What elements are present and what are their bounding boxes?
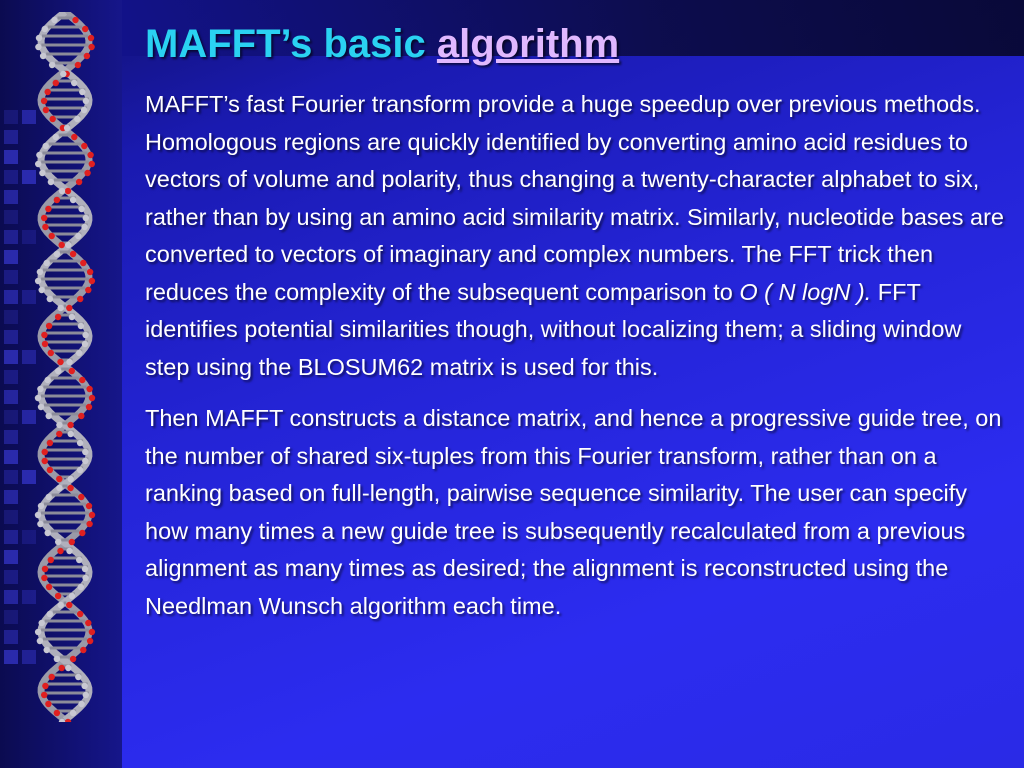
helix-atom <box>46 494 52 500</box>
helix-atom <box>84 53 90 59</box>
helix-atom <box>79 89 85 95</box>
helix-atom <box>40 53 46 59</box>
decorative-square <box>4 390 18 404</box>
helix-atom <box>35 395 41 401</box>
helix-atom <box>50 116 56 122</box>
helix-atom <box>55 314 61 320</box>
helix-atom <box>81 224 87 230</box>
helix-atom <box>43 143 49 149</box>
helix-atom <box>49 233 55 239</box>
decorative-square <box>4 630 18 644</box>
helix-atom <box>41 692 47 698</box>
helix-atom <box>55 539 61 545</box>
helix-atom <box>78 206 84 212</box>
helix-atom <box>65 188 71 194</box>
helix-atom <box>83 98 89 104</box>
decorative-square <box>4 470 18 484</box>
decorative-square <box>4 190 18 204</box>
helix-atom <box>65 242 71 248</box>
helix-atom <box>48 350 54 356</box>
helix-atom <box>44 647 50 653</box>
helix-atom <box>82 575 88 581</box>
helix-atom <box>66 305 72 311</box>
slide-title <box>145 22 619 67</box>
helix-atom <box>45 530 51 536</box>
helix-atom <box>66 548 72 554</box>
helix-atom <box>88 44 94 50</box>
helix-atom <box>69 314 75 320</box>
helix-atom <box>89 512 95 518</box>
decorative-square <box>4 290 18 304</box>
decorative-square <box>4 370 18 384</box>
decorative-square <box>4 130 18 144</box>
helix-atom <box>42 683 48 689</box>
helix-atom <box>46 584 52 590</box>
decorative-square <box>4 490 18 504</box>
helix-atom <box>49 674 55 680</box>
decorative-square <box>4 110 18 124</box>
helix-atom <box>75 674 81 680</box>
helix-atom <box>37 521 43 527</box>
helix-atom <box>89 161 95 167</box>
decorative-square <box>4 430 18 444</box>
slide-body <box>145 86 1007 639</box>
helix-atom <box>55 593 61 599</box>
helix-atom <box>37 269 43 275</box>
decorative-square <box>4 250 18 264</box>
helix-atom <box>41 215 47 221</box>
helix-atom <box>84 170 90 176</box>
complexity-formula: O ( N logN ). <box>739 278 872 305</box>
helix-atom <box>89 395 95 401</box>
helix-atom <box>70 197 76 203</box>
decorative-square <box>4 450 18 464</box>
helix-atom <box>48 179 54 185</box>
helix-atom <box>57 359 63 365</box>
decorative-square <box>4 530 18 544</box>
helix-atom <box>37 638 43 644</box>
helix-atom <box>46 323 52 329</box>
helix-atom <box>82 449 88 455</box>
helix-atom <box>47 611 53 617</box>
helix-atom <box>86 503 92 509</box>
helix-atom <box>39 620 45 626</box>
decorative-square <box>4 330 18 344</box>
helix-atom <box>74 116 80 122</box>
decorative-square <box>4 510 18 524</box>
helix-atom <box>42 458 48 464</box>
helix-atom <box>85 620 91 626</box>
helix-atom <box>76 557 82 563</box>
helix-atom <box>59 242 65 248</box>
helix-atom <box>35 629 41 635</box>
decorative-square <box>4 590 18 604</box>
decorative-square <box>4 230 18 244</box>
helix-atom <box>54 197 60 203</box>
helix-atom <box>45 701 51 707</box>
helix-atom <box>58 602 64 608</box>
helix-atom <box>87 152 93 158</box>
helix-atom <box>88 35 94 41</box>
helix-atom <box>67 485 73 491</box>
decorative-square <box>4 650 18 664</box>
helix-atom <box>39 170 45 176</box>
helix-atom <box>70 710 76 716</box>
helix-atom <box>54 656 60 662</box>
helix-atom <box>56 422 62 428</box>
paragraph-guide-tree: Then MAFFT constructs a distance matrix, and hence a progressive guide tree, on the number of shared six-tuples from this Fourier transform, rather than on a ranking based on full-length, pairwise sequence similarity. The user can specify how many times a new guide tree is subsequently recalculated from a previous alignment as many times as desired; the alignment is reconstructed using the Needlman Wunsch algorithm each time. <box>145 405 1002 619</box>
helix-atom <box>70 656 76 662</box>
helix-atom <box>75 62 81 68</box>
helix-atom <box>76 179 82 185</box>
decorative-square <box>4 570 18 584</box>
helix-atom <box>82 458 88 464</box>
helix-atom <box>66 602 72 608</box>
helix-atom <box>39 287 45 293</box>
helix-atom <box>60 71 66 77</box>
helix-atom <box>77 440 83 446</box>
decorative-square <box>4 150 18 164</box>
helix-atom <box>70 251 76 257</box>
helix-atom <box>85 287 91 293</box>
helix-atom <box>71 80 77 86</box>
helix-atom <box>82 332 88 338</box>
helix-atom <box>69 539 75 545</box>
paragraph-fft-text-2: FFT identifies potential similarities though, without localizing them; a sliding window step using the BLOSUM62 matrix is used for this. <box>145 278 962 380</box>
helix-atom <box>46 413 52 419</box>
helix-atom <box>45 206 51 212</box>
helix-atom <box>80 647 86 653</box>
helix-atom <box>86 404 92 410</box>
helix-atom <box>89 278 95 284</box>
paragraph-fft-text-1: MAFFT’s fast Fourier transform provide a huge speedup over previous methods. Homologous regions are quickly identified by converting amino acid residues to vectors of volume and polarity, thus changing a twenty-character alphabet to six, rather than by using an amino acid similarity matrix. Similarly, nucleotide bases are converted to vectors of imaginary and complex numbers. The FFT trick then reduces the complexity of the subsequent comparison to <box>145 91 1004 305</box>
helix-atom <box>83 692 89 698</box>
helix-atom <box>56 431 62 437</box>
helix-atom <box>36 35 42 41</box>
helix-atom <box>82 26 88 32</box>
helix-atom <box>41 98 47 104</box>
decorative-square <box>4 410 18 424</box>
decorative-square <box>4 270 18 284</box>
helix-atom <box>66 359 72 365</box>
helix-atom <box>80 260 86 266</box>
helix-atom <box>35 278 41 284</box>
helix-atom <box>42 26 48 32</box>
helix-atom <box>54 251 60 257</box>
helix-atom <box>56 476 62 482</box>
helix-atom <box>86 386 92 392</box>
helix-atom <box>81 107 87 113</box>
helix-atom <box>76 350 82 356</box>
helix-atom <box>78 323 84 329</box>
dna-helix-icon <box>30 12 100 722</box>
helix-atom <box>53 80 59 86</box>
helix-atom <box>83 215 89 221</box>
decorative-square <box>4 170 18 184</box>
helix-atom <box>56 485 62 491</box>
algorithm-link[interactable]: algorithm <box>436 22 620 66</box>
title-text: MAFFT’s basic <box>145 22 437 66</box>
helix-atom <box>81 143 87 149</box>
helix-atom <box>77 467 83 473</box>
helix-atom <box>47 440 53 446</box>
helix-atom <box>42 566 48 572</box>
helix-atom <box>55 368 61 374</box>
helix-atom <box>77 296 83 302</box>
helix-atom <box>51 17 57 23</box>
helix-atom <box>42 224 48 230</box>
helix-atom <box>79 530 85 536</box>
helix-atom <box>81 683 87 689</box>
helix-atom <box>89 629 95 635</box>
helix-atom <box>42 341 48 347</box>
helix-atom <box>35 44 41 50</box>
paragraph-fft <box>145 86 1007 386</box>
helix-atom <box>87 269 93 275</box>
decorative-square <box>4 610 18 624</box>
helix-atom <box>75 233 81 239</box>
helix-atom <box>54 710 60 716</box>
helix-atom <box>87 638 93 644</box>
helix-atom <box>47 296 53 302</box>
decorative-square <box>4 310 18 324</box>
helix-atom <box>82 341 88 347</box>
helix-atom <box>45 377 51 383</box>
helix-atom <box>65 665 71 671</box>
helix-atom <box>58 305 64 311</box>
helix-atom <box>53 134 59 140</box>
helix-atom <box>78 494 84 500</box>
helix-atom <box>47 467 53 473</box>
helix-atom <box>82 566 88 572</box>
helix-atom <box>48 557 54 563</box>
helix-atom <box>78 413 84 419</box>
helix-atom <box>78 701 84 707</box>
helix-atom <box>59 188 65 194</box>
helix-atom <box>36 152 42 158</box>
decorative-square <box>4 210 18 224</box>
helix-atom <box>38 503 44 509</box>
helix-atom <box>42 449 48 455</box>
helix-atom <box>59 665 65 671</box>
helix-atom <box>78 584 84 590</box>
helix-atom <box>77 611 83 617</box>
helix-atom <box>68 431 74 437</box>
helix-atom <box>41 332 47 338</box>
helix-atom <box>44 260 50 266</box>
helix-atom <box>45 89 51 95</box>
decorative-square <box>4 350 18 364</box>
helix-atom <box>71 134 77 140</box>
helix-atom <box>38 404 44 410</box>
helix-atom <box>79 377 85 383</box>
helix-atom <box>64 125 70 131</box>
helix-atom <box>72 17 78 23</box>
helix-atom <box>35 161 41 167</box>
helix-atom <box>69 368 75 374</box>
helix-atom <box>57 548 63 554</box>
helix-atom <box>69 593 75 599</box>
helix-atom <box>68 476 74 482</box>
helix-atom <box>41 575 47 581</box>
helix-atom <box>86 521 92 527</box>
helix-atom <box>35 512 41 518</box>
decorative-square <box>4 550 18 564</box>
helix-atom <box>67 422 73 428</box>
helix-atom <box>37 386 43 392</box>
helix-atom <box>49 62 55 68</box>
helix-atom <box>43 107 49 113</box>
